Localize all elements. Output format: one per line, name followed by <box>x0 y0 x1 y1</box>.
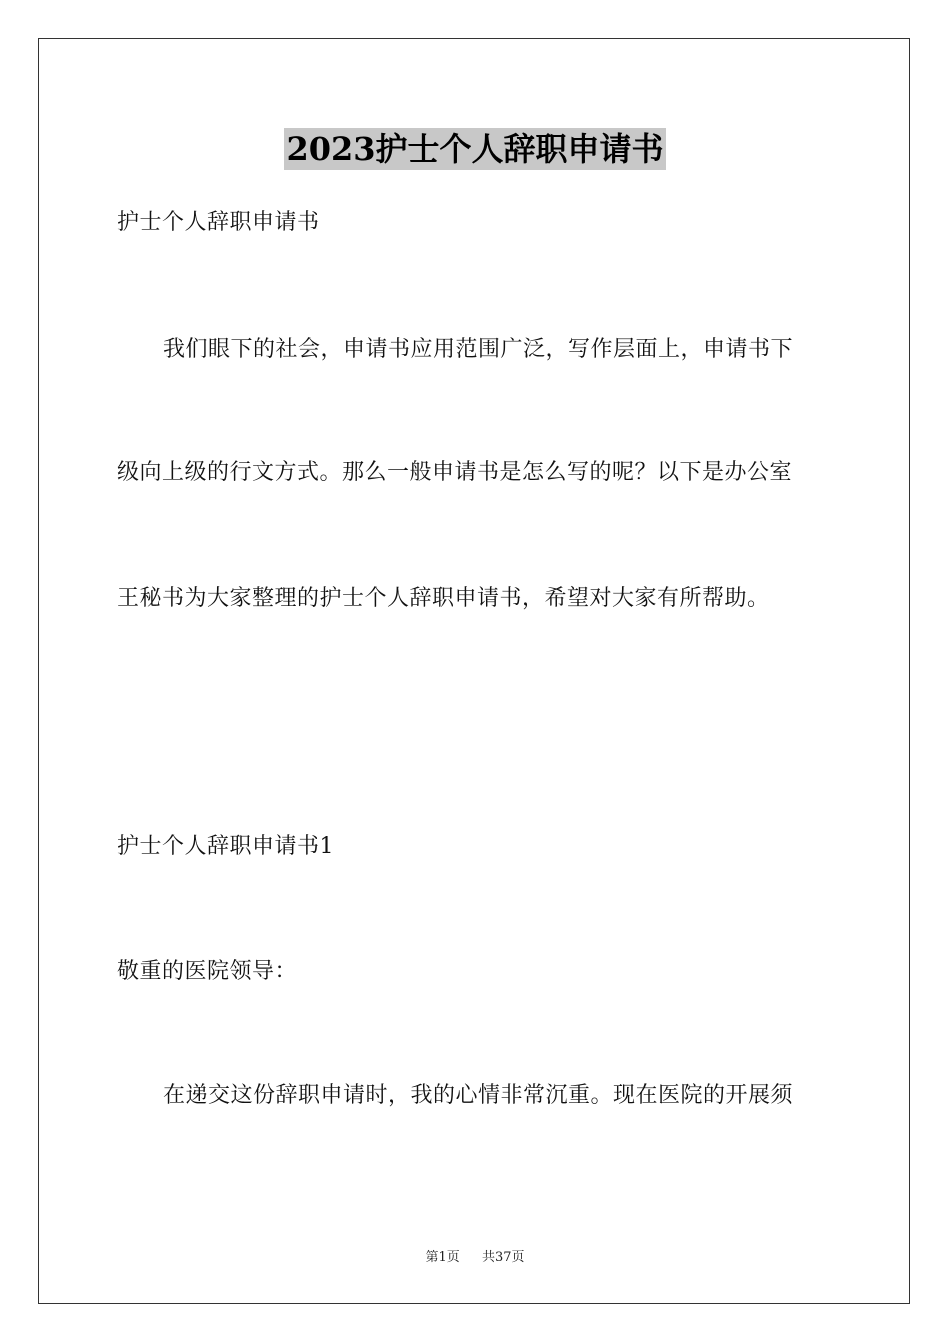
page-footer <box>0 1246 950 1265</box>
intro-line-3: 王秘书为大家整理的护士个人辞职申请书，希望对大家有所帮助。 <box>117 586 770 611</box>
intro-line-1: 我们眼下的社会，申请书应用范围广泛，写作层面上，申请书下 <box>163 337 794 362</box>
document-title: 2023护士个人辞职申请书 <box>286 130 664 168</box>
page-total: 共37页 <box>482 1250 525 1265</box>
page-number: 第1页 <box>425 1250 460 1265</box>
document-subtitle: 护士个人辞职申请书 <box>117 210 320 235</box>
section-heading: 护士个人辞职申请书1 <box>117 834 334 859</box>
intro-line-2: 级向上级的行文方式。那么一般申请书是怎么写的呢？以下是办公室 <box>117 460 793 485</box>
body-line-1: 在递交这份辞职申请时，我的心情非常沉重。现在医院的开展须 <box>163 1083 794 1108</box>
title-container <box>0 128 950 170</box>
salutation: 敬重的医院领导： <box>117 959 298 984</box>
